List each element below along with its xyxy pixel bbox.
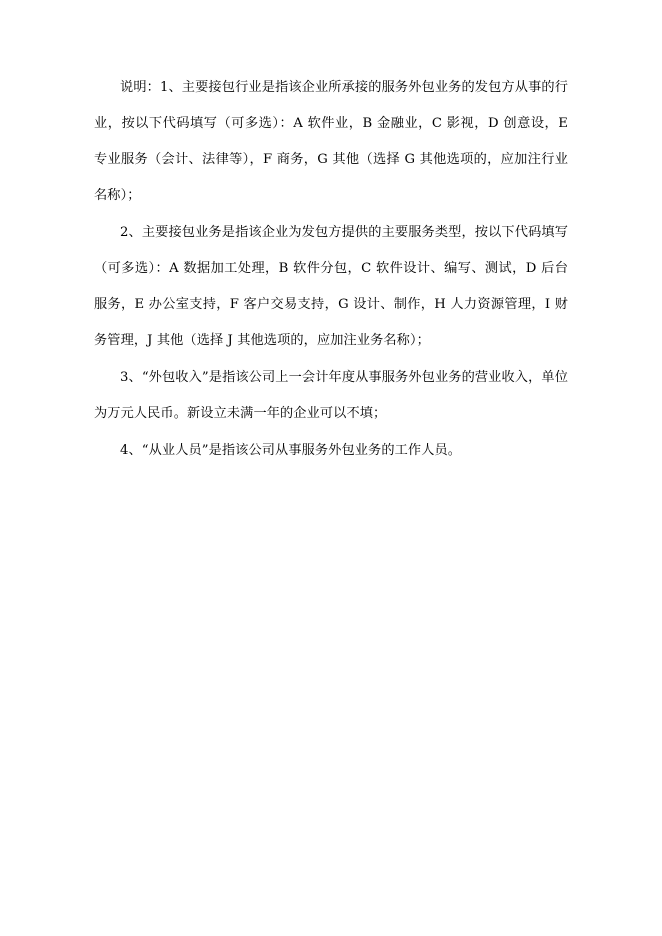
- paragraph-1: 说明：1、主要接包行业是指该企业所承接的服务外包业务的发包方从事的行业，按以下代码填写（可多选）：A 软件业，B 金融业，C 影视，D 创意设，E 专业服务（会计、法律等），F 商务，G 其他（选择 G 其他选项的，应加注行业名称）；: [94, 80, 568, 203]
- paragraph-4: 4、“从业人员”是指该公司从事服务外包业务的工作人员。: [120, 443, 462, 458]
- document-body: [94, 70, 568, 470]
- paragraph-3: 3、“外包收入”是指该公司上一会计年度从事服务外包业务的营业收入，单位为万元人民币。新设立未满一年的企业可以不填；: [94, 370, 568, 421]
- paragraph-2: 2、主要接包业务是指该企业为发包方提供的主要服务类型，按以下代码填写（可多选）：A 数据加工处理，B 软件分包，C 软件设计、编写、测试，D 后台服务，E 办公室支持，F 客户交易支持，G 设计、制作，H 人力资源管理，I 财务管理，J 其他（选择 J 其他选项的，应加注业务名称）；: [94, 225, 568, 348]
